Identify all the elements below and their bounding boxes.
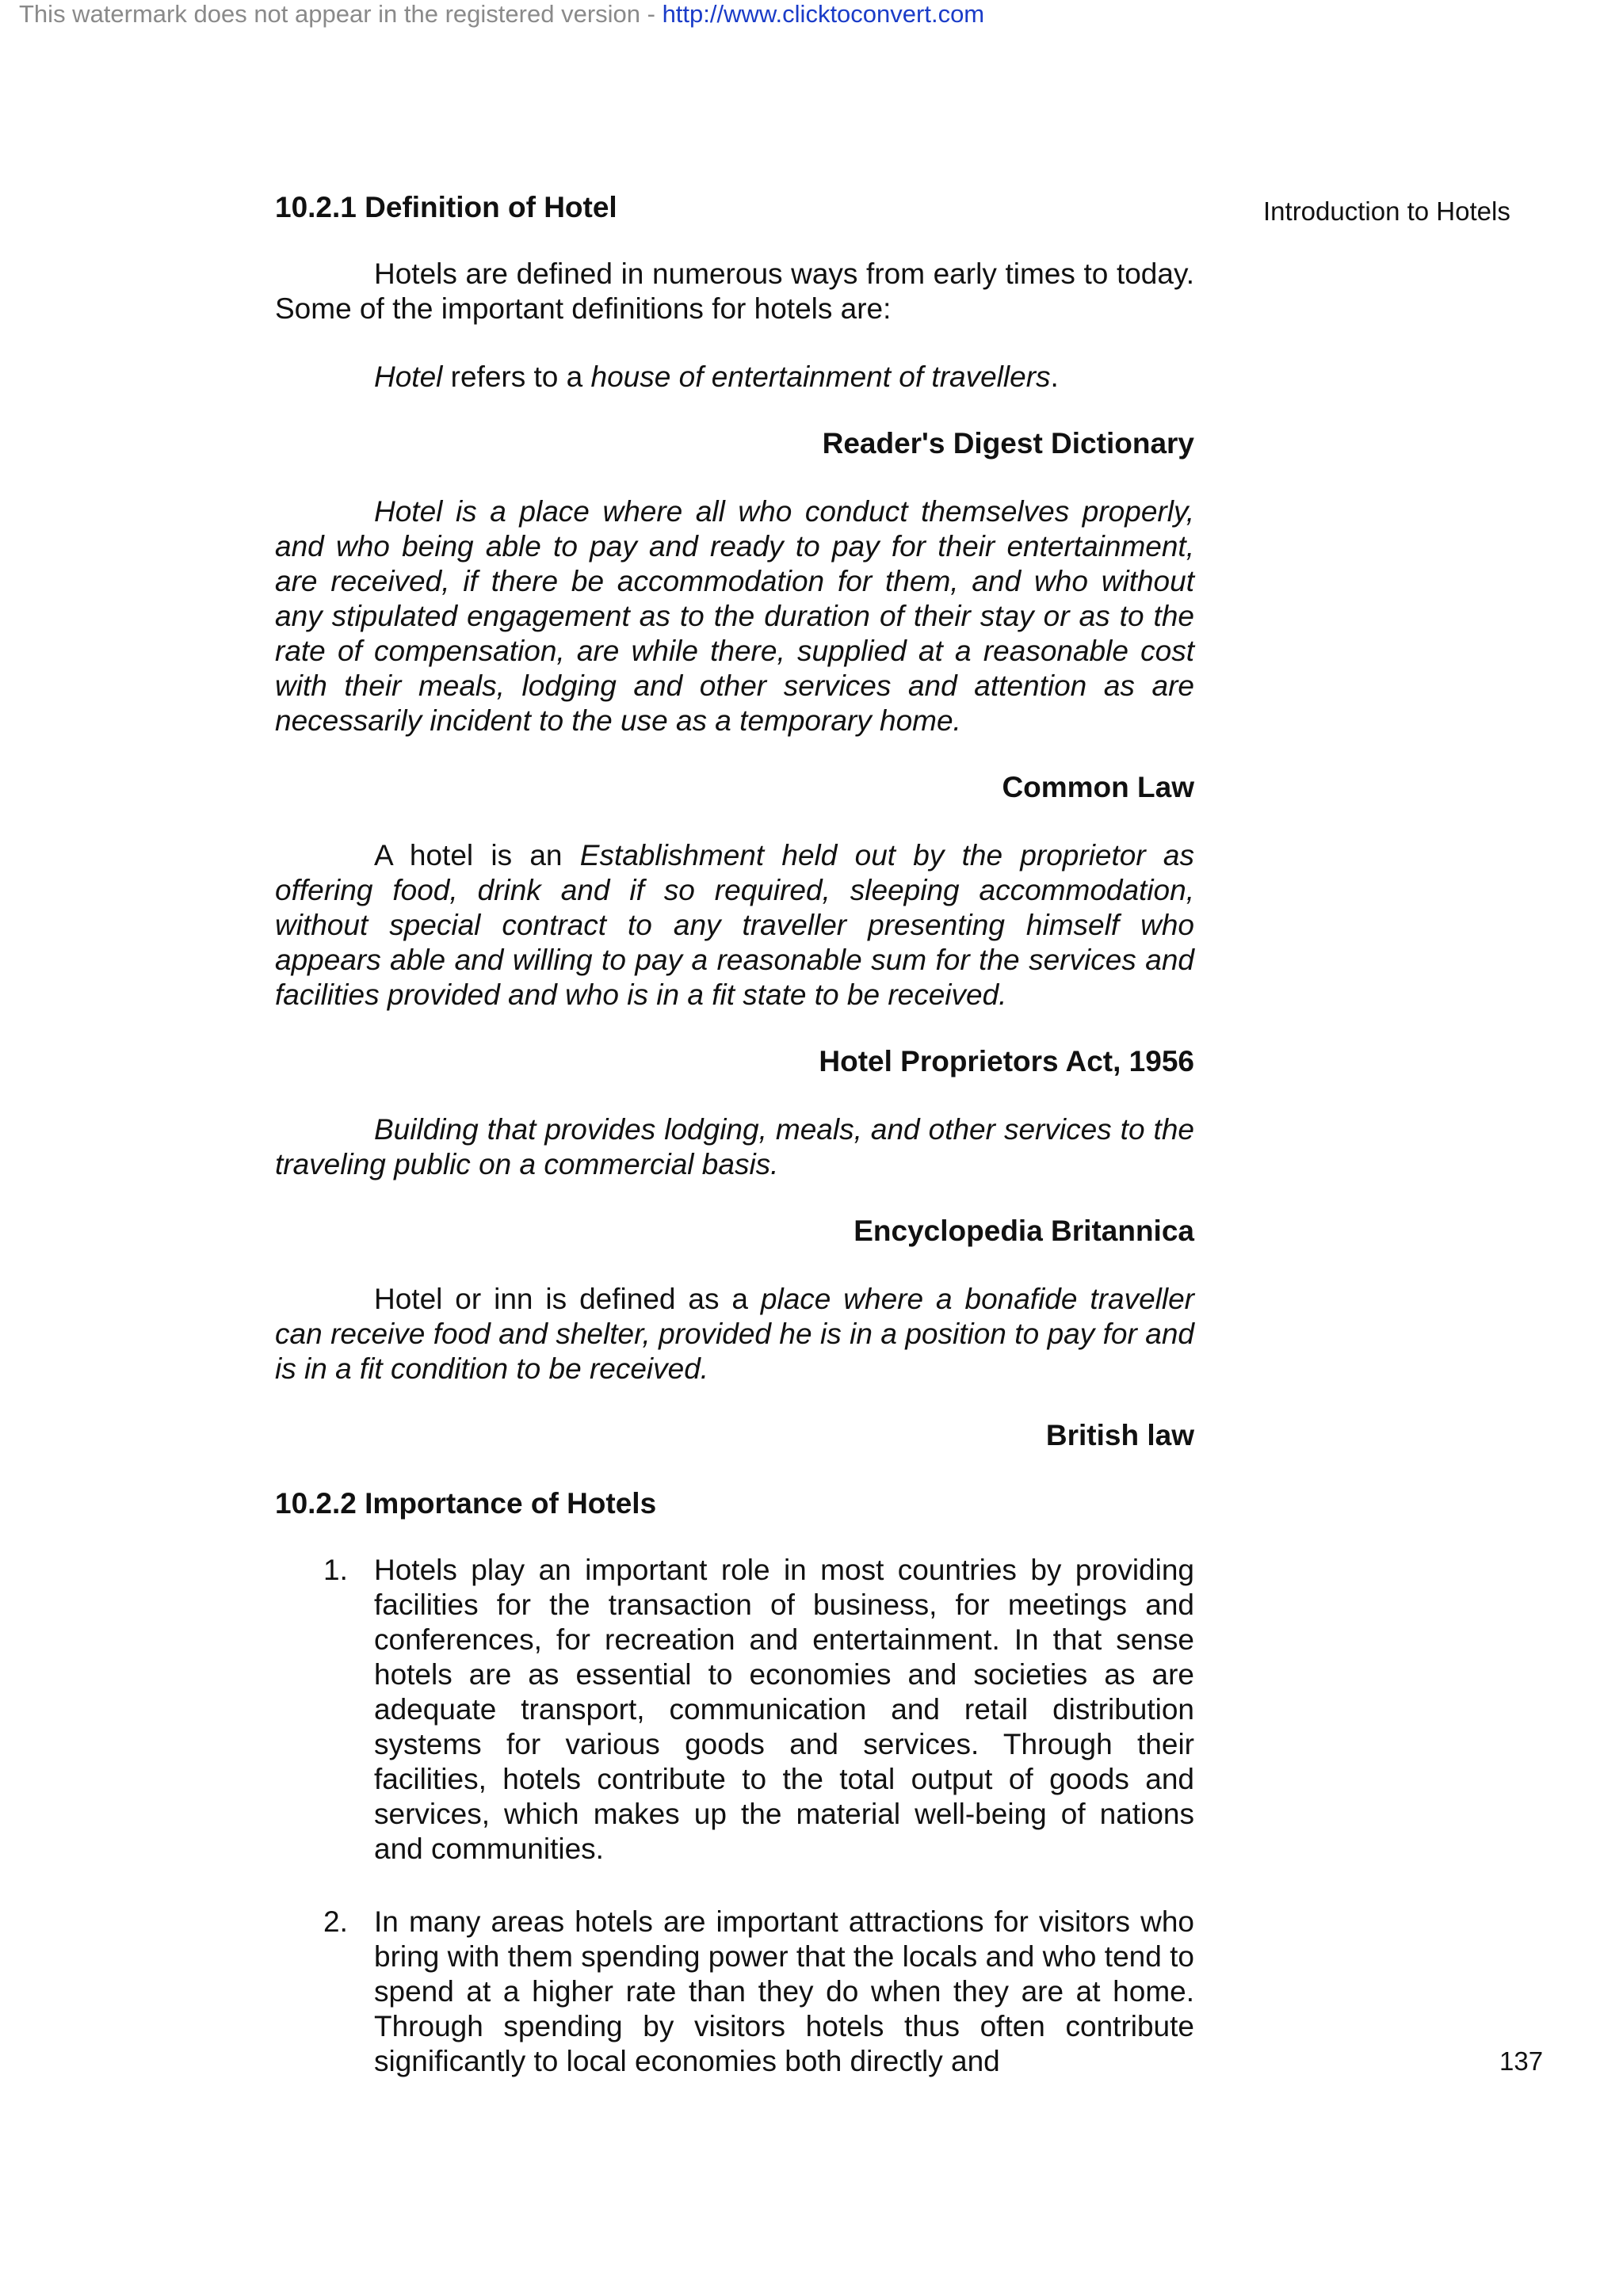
- running-head: Introduction to Hotels: [1263, 196, 1510, 226]
- definition-1-term: Hotel: [374, 360, 443, 393]
- definition-1-end: .: [1050, 360, 1059, 393]
- page-number: 137: [1499, 2046, 1544, 2076]
- definition-2: Hotel is a place where all who conduct themselves properly, and who being able to pay and ready to pay for their entertainment, are received, if there be accommodation for them, and who without any stipulated engagement as to the duration of their stay or as to the rate of compensation, are while there, supplied at a reasonable cost with their meals, lodging and other services and attention as are necessarily incident to the use as a temporary home.: [275, 495, 1194, 737]
- definition-1-phrase: house of entertainment of travellers: [590, 360, 1051, 393]
- list-item-text: Hotels play an important role in most countries by providing facilities for the transaction of business, for meetings and conferences, for recreation and entertainment. In that sense hotels are as essential to economies and societies as are adequate transport, communication and retail distribution systems for various goods and services. Through their facilities, hotels contribute to the total output of goods and services, which makes up the material well-being of nations and communities.: [374, 1554, 1194, 1865]
- definition-3-text: Establishment held out by the proprietor as offering food, drink and if so required, sleeping accommodation, without special contract to any traveller presenting himself who appears able and willing to pay a reasonable sum for the services and facilities provided and who is in a fit state to be received.: [275, 839, 1194, 1011]
- definition-intro: Hotels are defined in numerous ways from early times to today. Some of the important definitions for hotels are:: [275, 257, 1194, 325]
- definition-1: [275, 360, 1194, 395]
- definition-3-source: Hotel Proprietors Act, 1956: [819, 1045, 1194, 1077]
- importance-list: [275, 1553, 1194, 2079]
- definition-5-lead: Hotel or inn is defined as a: [374, 1283, 761, 1315]
- section-heading-importance: 10.2.2 Importance of Hotels: [275, 1487, 657, 1520]
- section-heading-definition: 10.2.1 Definition of Hotel: [275, 191, 617, 223]
- definition-2-source: Common Law: [1002, 771, 1194, 803]
- definition-5: [275, 1282, 1194, 1386]
- definition-5-text: place where a bonafide traveller can receive food and shelter, provided he is in a position to pay for and is in a fit condition to be received.: [275, 1283, 1194, 1385]
- list-item-number: 2.: [323, 1905, 348, 1938]
- definition-4: Building that provides lodging, meals, and other services to the traveling public on a commercial basis.: [275, 1113, 1194, 1180]
- definition-3-lead: A hotel is an: [374, 839, 580, 871]
- list-item-text: In many areas hotels are important attractions for visitors who bring with them spending power that the locals and who tend to spend at a higher rate than they do when they are at home. Through spending by visitors hotels thus often contribute significantly to local economies both directly and: [374, 1905, 1194, 2077]
- watermark-notice: [19, 0, 984, 29]
- list-item: [275, 1553, 1194, 1867]
- watermark-text: This watermark does not appear in the registered version -: [19, 0, 663, 28]
- list-item-number: 1.: [323, 1554, 348, 1586]
- definition-5-source: British law: [1045, 1419, 1194, 1451]
- definition-1-mid: refers to a: [442, 360, 591, 393]
- list-item: [275, 1905, 1194, 2079]
- definition-3: [275, 838, 1194, 1013]
- watermark-link[interactable]: http://www.clicktoconvert.com: [662, 0, 985, 28]
- definition-4-source: Encyclopedia Britannica: [854, 1215, 1194, 1247]
- page-body: [275, 190, 1194, 2079]
- definition-1-source: Reader's Digest Dictionary: [822, 427, 1194, 460]
